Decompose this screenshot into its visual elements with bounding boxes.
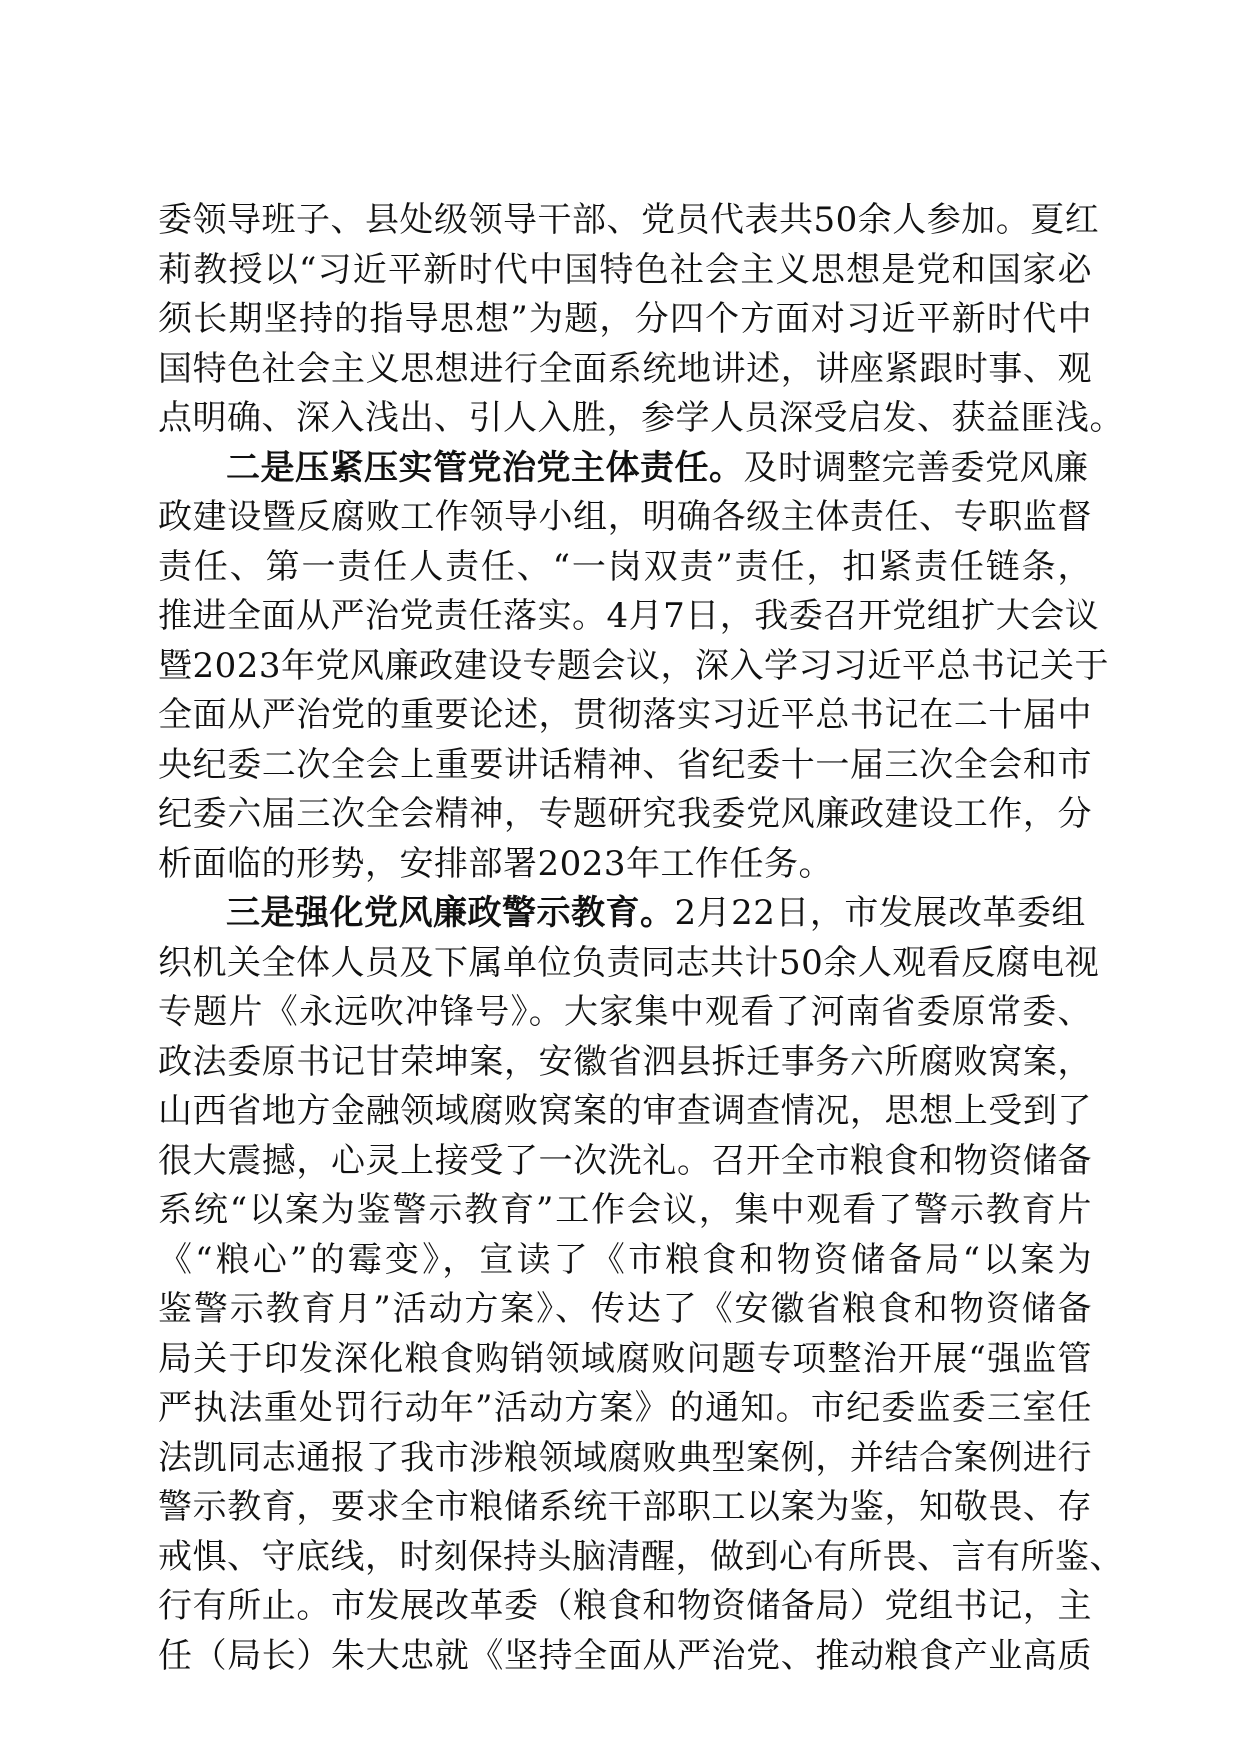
paragraph-first-line [158,444,1092,494]
text-line: 行有所止。市发展改革委（粮食和物资储备局）党组书记，主 [158,1586,1092,1626]
text-line: 戒惧、守底线，时刻保持头脑清醒，做到心有所畏、言有所鉴、 [158,1536,1124,1577]
text-line: 全面从严治党的重要论述，贯彻落实习近平总书记在二十届中 [158,695,1092,735]
text-line: 系统“以案为鉴警示教育”工作会议，集中观看了警示教育片 [158,1190,1092,1230]
text-line: 局关于印发深化粮食购销领域腐败问题专项整治开展“强监管 [158,1338,1092,1379]
text-line: 严执法重处罚行动年”活动方案》的通知。市纪委监委三室任 [158,1388,1092,1428]
text-line: 织机关全体人员及下属单位负责同志共计50余人观看反腐电视 [158,942,1100,983]
document-body [158,196,1124,1681]
text-line: 责任、第一责任人责任、“一岗双责”责任，扣紧责任链条， [158,546,1092,587]
text-line: 推进全面从严治党责任落实。4月7日，我委召开党组扩大会议 [158,596,1100,636]
text-line: 法凯同志通报了我市涉粮领域腐败典型案例，并结合案例进行 [158,1437,1092,1478]
text-line: 《“粮心”的霉变》，宣读了《市粮食和物资储备局“以案为 [158,1239,1092,1280]
text-line: 暨2023年党风廉政建设专题会议，深入学习习近平总书记关于 [158,645,1110,686]
paragraph-first-line [158,889,1092,939]
text-line: 莉教授以“习近平新时代中国特色社会主义思想是党和国家必 [158,249,1092,290]
text-line: 央纪委二次全会上重要讲话精神、省纪委十一届三次全会和市 [158,744,1092,785]
text-line: 须长期坚持的指导思想”为题，分四个方面对习近平新时代中 [158,299,1092,339]
paragraph-text: 2月22日，市发展改革委组 [674,893,1086,933]
text-line: 政建设暨反腐败工作领导小组，明确各级主体责任、专职监督 [158,497,1092,537]
text-line: 国特色社会主义思想进行全面系统地讲述，讲座紧跟时事、观 [158,348,1092,389]
paragraph-heading: 三是强化党风廉政警示教育。 [226,893,675,933]
text-line: 警示教育，要求全市粮储系统干部职工以案为鉴，知敬畏、存 [158,1487,1092,1527]
text-line: 鉴警示教育月”活动方案》、传达了《安徽省粮食和物资储备 [158,1289,1092,1329]
text-line: 专题片《永远吹冲锋号》。大家集中观看了河南省委原常委、 [158,992,1092,1032]
text-line: 山西省地方金融领域腐败窝案的审查调查情况，思想上受到了 [158,1091,1092,1131]
text-line: 析面临的形势，安排部署2023年工作任务。 [158,843,834,884]
text-line: 委领导班子、县处级领导干部、党员代表共50余人参加。夏红 [158,200,1100,240]
text-line: 很大震撼，心灵上接受了一次洗礼。召开全市粮食和物资储备 [158,1140,1092,1181]
paragraph-text: 及时调整完善委党风廉 [743,447,1089,488]
paragraph-heading: 二是压紧压实管党治党主体责任。 [226,447,744,488]
text-line: 点明确、深入浅出、引人入胜，参学人员深受启发、获益匪浅。 [158,398,1124,438]
text-line: 纪委六届三次全会精神，专题研究我委党风廉政建设工作，分 [158,794,1092,834]
text-line: 任（局长）朱大忠就《坚持全面从严治党、推动粮食产业高质 [158,1635,1092,1676]
text-line: 政法委原书记甘荣坤案，安徽省泗县拆迁事务六所腐败窝案， [158,1041,1092,1082]
